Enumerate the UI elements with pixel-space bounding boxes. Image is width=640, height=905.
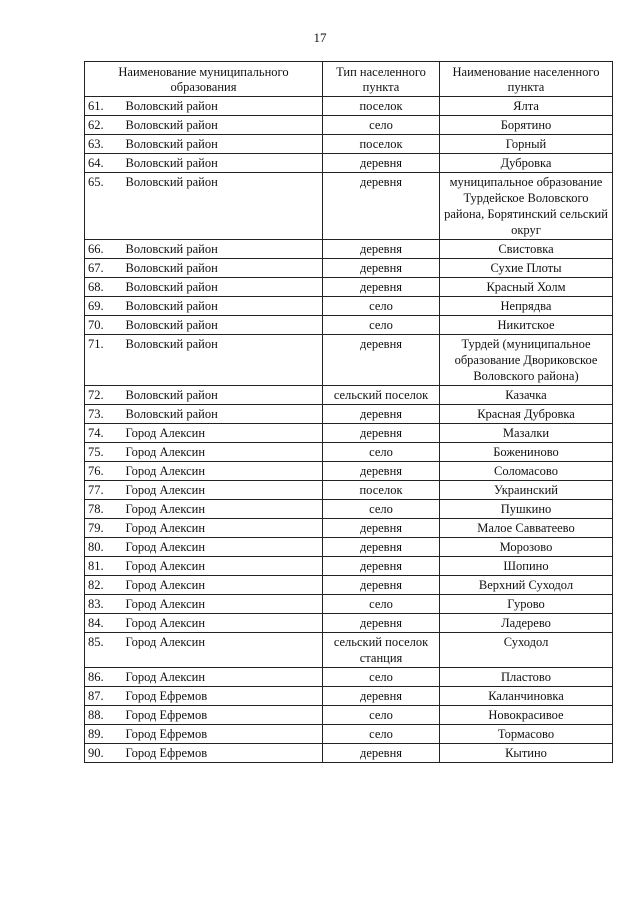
- municipality-cell: Воловский район: [123, 405, 323, 424]
- settlement-name-cell: Непрядва: [440, 297, 613, 316]
- settlement-type-cell: деревня: [323, 744, 440, 763]
- settlement-type-cell: деревня: [323, 335, 440, 386]
- municipality-cell: Город Алексин: [123, 538, 323, 557]
- settlement-type-cell: сельский поселок: [323, 386, 440, 405]
- table-row: [85, 595, 613, 614]
- row-number: 83.: [85, 595, 123, 614]
- municipality-cell: Город Ефремов: [123, 725, 323, 744]
- row-number: 80.: [85, 538, 123, 557]
- municipality-cell: Город Алексин: [123, 443, 323, 462]
- municipality-cell: Воловский район: [123, 278, 323, 297]
- settlement-name-cell: Казачка: [440, 386, 613, 405]
- settlement-type-cell: деревня: [323, 154, 440, 173]
- table-row: [85, 154, 613, 173]
- row-number: 76.: [85, 462, 123, 481]
- table-row: [85, 519, 613, 538]
- municipality-cell: Воловский район: [123, 97, 323, 116]
- settlement-type-cell: село: [323, 500, 440, 519]
- settlement-name-cell: Пластово: [440, 668, 613, 687]
- settlement-type-cell: деревня: [323, 557, 440, 576]
- row-number: 66.: [85, 240, 123, 259]
- row-number: 69.: [85, 297, 123, 316]
- settlement-type-cell: село: [323, 316, 440, 335]
- row-number: 77.: [85, 481, 123, 500]
- settlement-name-cell: Шопино: [440, 557, 613, 576]
- settlement-type-cell: деревня: [323, 614, 440, 633]
- settlement-type-cell: поселок: [323, 97, 440, 116]
- row-number: 78.: [85, 500, 123, 519]
- settlement-type-cell: деревня: [323, 424, 440, 443]
- municipality-cell: Город Алексин: [123, 633, 323, 668]
- municipality-cell: Воловский район: [123, 386, 323, 405]
- settlements-table: [84, 61, 613, 763]
- row-number: 74.: [85, 424, 123, 443]
- table-row: [85, 706, 613, 725]
- settlement-name-cell: Свистовка: [440, 240, 613, 259]
- municipality-cell: Город Алексин: [123, 424, 323, 443]
- table-row: [85, 97, 613, 116]
- row-number: 84.: [85, 614, 123, 633]
- settlement-type-cell: деревня: [323, 687, 440, 706]
- settlement-type-cell: село: [323, 443, 440, 462]
- page-number: 17: [313, 30, 327, 45]
- settlement-type-cell: деревня: [323, 538, 440, 557]
- row-number: 90.: [85, 744, 123, 763]
- settlement-name-cell: Красная Дубровка: [440, 405, 613, 424]
- table-row: [85, 668, 613, 687]
- row-number: 67.: [85, 259, 123, 278]
- municipality-cell: Город Алексин: [123, 595, 323, 614]
- settlement-type-cell: село: [323, 297, 440, 316]
- row-number: 88.: [85, 706, 123, 725]
- municipality-cell: Город Ефремов: [123, 744, 323, 763]
- row-number: 70.: [85, 316, 123, 335]
- row-number: 64.: [85, 154, 123, 173]
- settlement-name-cell: Новокрасивое: [440, 706, 613, 725]
- row-number: 85.: [85, 633, 123, 668]
- settlement-type-cell: деревня: [323, 259, 440, 278]
- municipality-cell: Воловский район: [123, 335, 323, 386]
- settlement-name-cell: Верхний Суходол: [440, 576, 613, 595]
- row-number: 81.: [85, 557, 123, 576]
- table-row: [85, 316, 613, 335]
- settlement-name-cell: Украинский: [440, 481, 613, 500]
- table-row: [85, 173, 613, 240]
- municipality-cell: Воловский район: [123, 154, 323, 173]
- table-row: [85, 335, 613, 386]
- row-number: 71.: [85, 335, 123, 386]
- settlement-name-cell: Кытино: [440, 744, 613, 763]
- settlement-type-cell: деревня: [323, 240, 440, 259]
- settlement-type-cell: деревня: [323, 519, 440, 538]
- municipality-cell: Город Алексин: [123, 519, 323, 538]
- municipality-cell: Город Алексин: [123, 576, 323, 595]
- table-body: [85, 97, 613, 763]
- row-number: 65.: [85, 173, 123, 240]
- municipality-cell: Город Алексин: [123, 462, 323, 481]
- row-number: 73.: [85, 405, 123, 424]
- settlement-type-cell: деревня: [323, 173, 440, 240]
- settlement-name-cell: Соломасово: [440, 462, 613, 481]
- table-row: [85, 557, 613, 576]
- header-settlement-type: Тип населенного пункта: [323, 62, 440, 97]
- settlement-name-cell: Ладерево: [440, 614, 613, 633]
- table-row: [85, 135, 613, 154]
- settlement-name-cell: Тормасово: [440, 725, 613, 744]
- row-number: 62.: [85, 116, 123, 135]
- settlement-name-cell: Морозово: [440, 538, 613, 557]
- table-row: [85, 481, 613, 500]
- settlement-name-cell: Красный Холм: [440, 278, 613, 297]
- settlement-name-cell: Борятино: [440, 116, 613, 135]
- municipality-cell: Город Алексин: [123, 557, 323, 576]
- settlement-type-cell: село: [323, 725, 440, 744]
- settlement-name-cell: Никитское: [440, 316, 613, 335]
- municipality-cell: Воловский район: [123, 116, 323, 135]
- row-number: 82.: [85, 576, 123, 595]
- header-settlement-name: Наименование населенного пункта: [440, 62, 613, 97]
- municipality-cell: Воловский район: [123, 173, 323, 240]
- table-header: [85, 62, 613, 97]
- row-number: 61.: [85, 97, 123, 116]
- row-number: 68.: [85, 278, 123, 297]
- settlement-name-cell: Божениново: [440, 443, 613, 462]
- settlement-name-cell: Пушкино: [440, 500, 613, 519]
- row-number: 75.: [85, 443, 123, 462]
- municipality-cell: Город Алексин: [123, 668, 323, 687]
- settlement-name-cell: муниципальное образование Турдейское Воловского района, Борятинский сельский округ: [440, 173, 613, 240]
- table-row: [85, 259, 613, 278]
- table-row: [85, 744, 613, 763]
- municipality-cell: Воловский район: [123, 240, 323, 259]
- table-row: [85, 424, 613, 443]
- settlement-type-cell: сельский поселок станция: [323, 633, 440, 668]
- table-row: [85, 538, 613, 557]
- settlement-type-cell: поселок: [323, 481, 440, 500]
- municipality-cell: Город Алексин: [123, 500, 323, 519]
- settlement-name-cell: Горный: [440, 135, 613, 154]
- row-number: 87.: [85, 687, 123, 706]
- table-row: [85, 405, 613, 424]
- table-row: [85, 614, 613, 633]
- row-number: 72.: [85, 386, 123, 405]
- table-row: [85, 725, 613, 744]
- settlement-type-cell: деревня: [323, 278, 440, 297]
- table-row: [85, 576, 613, 595]
- table-row: [85, 240, 613, 259]
- row-number: 63.: [85, 135, 123, 154]
- settlement-name-cell: Малое Савватеево: [440, 519, 613, 538]
- settlement-type-cell: деревня: [323, 462, 440, 481]
- settlement-type-cell: деревня: [323, 576, 440, 595]
- settlement-type-cell: село: [323, 706, 440, 725]
- municipality-cell: Воловский район: [123, 316, 323, 335]
- settlement-name-cell: Каланчиновка: [440, 687, 613, 706]
- settlement-type-cell: село: [323, 668, 440, 687]
- settlement-type-cell: село: [323, 595, 440, 614]
- municipality-cell: Город Ефремов: [123, 706, 323, 725]
- settlement-type-cell: село: [323, 116, 440, 135]
- settlement-name-cell: Турдей (муниципальное образование Двориковское Воловского района): [440, 335, 613, 386]
- municipality-cell: Воловский район: [123, 259, 323, 278]
- table-row: [85, 278, 613, 297]
- row-number: 86.: [85, 668, 123, 687]
- table-row: [85, 116, 613, 135]
- municipality-cell: Город Алексин: [123, 481, 323, 500]
- header-row: [85, 62, 613, 97]
- settlement-name-cell: Гурово: [440, 595, 613, 614]
- table-row: [85, 386, 613, 405]
- settlement-name-cell: Ялта: [440, 97, 613, 116]
- row-number: 79.: [85, 519, 123, 538]
- settlement-type-cell: поселок: [323, 135, 440, 154]
- table-row: [85, 462, 613, 481]
- municipality-cell: Город Ефремов: [123, 687, 323, 706]
- settlement-name-cell: Суходол: [440, 633, 613, 668]
- settlement-name-cell: Сухие Плоты: [440, 259, 613, 278]
- settlement-name-cell: Мазалки: [440, 424, 613, 443]
- header-municipality: Наименование муниципального образования: [85, 62, 323, 97]
- table-row: [85, 443, 613, 462]
- municipality-cell: Город Алексин: [123, 614, 323, 633]
- settlement-type-cell: деревня: [323, 405, 440, 424]
- municipality-cell: Воловский район: [123, 297, 323, 316]
- table-row: [85, 687, 613, 706]
- row-number: 89.: [85, 725, 123, 744]
- municipality-cell: Воловский район: [123, 135, 323, 154]
- table-row: [85, 297, 613, 316]
- settlement-name-cell: Дубровка: [440, 154, 613, 173]
- table-row: [85, 500, 613, 519]
- table-row: [85, 633, 613, 668]
